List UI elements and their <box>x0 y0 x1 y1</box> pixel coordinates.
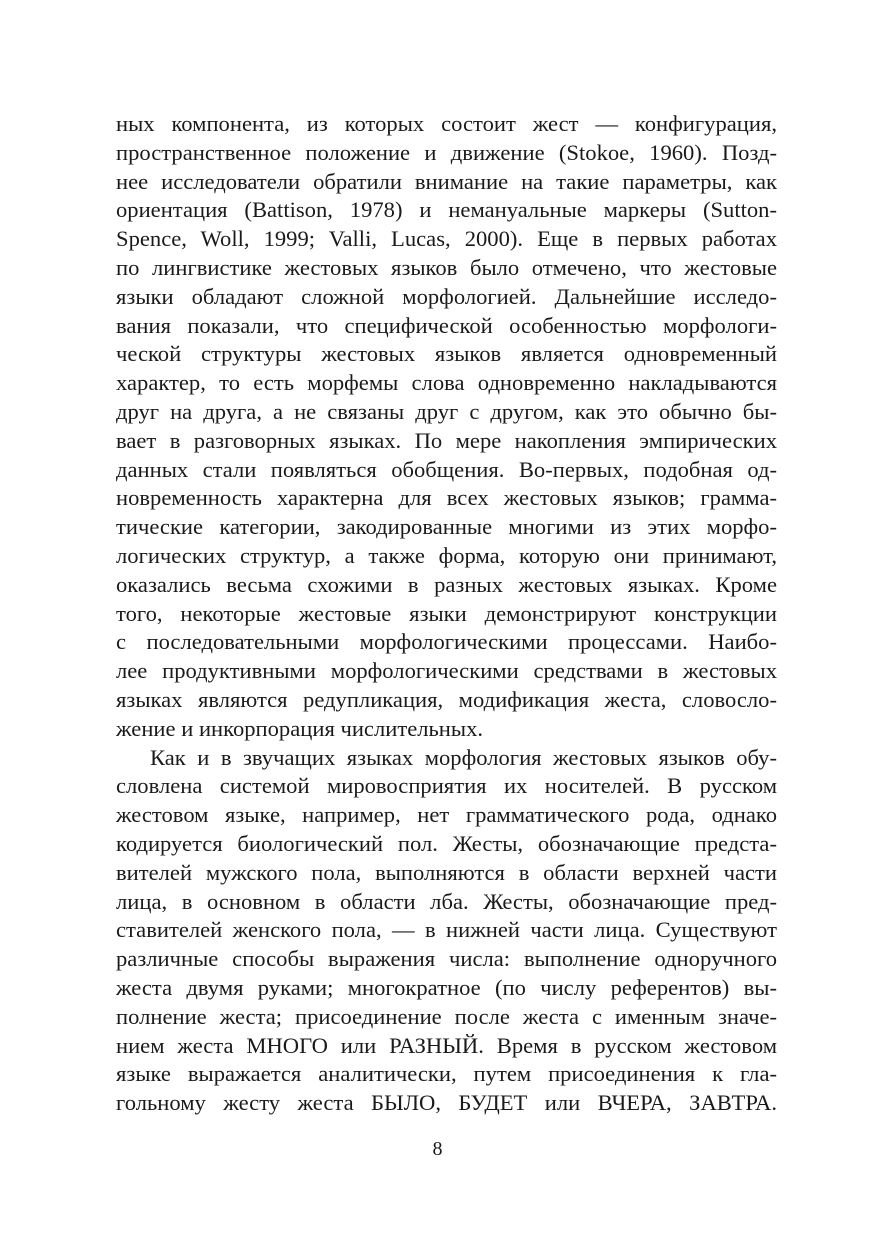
text-line: гольному жесту жеста БЫЛО, БУДЕТ или ВЧЕРА, ЗАВТРА. <box>116 1090 777 1116</box>
text-line: ориентация (Battison, 1978) и немануальные маркеры (Sutton- <box>116 197 777 223</box>
text-line: с последовательными морфологическими процессами. Наибо- <box>116 629 777 655</box>
text-line: вает в разговорных языках. По мере накопления эмпирических <box>116 427 777 453</box>
text-line: жеста двумя руками; многократное (по числу референтов) вы- <box>116 974 777 1000</box>
text-line: новременность характерна для всех жестовых языков; грамма- <box>116 485 777 511</box>
text-line: различные способы выражения числа: выполнение одноручного <box>116 946 777 972</box>
text-line: лее продуктивными морфологическими средствами в жестовых <box>116 658 777 684</box>
text-line: полнение жеста; присоединение после жеста с именным значе- <box>116 1003 777 1029</box>
text-line: вания показали, что специфической особенностью морфологи- <box>116 312 777 338</box>
text-line: оказались весьма схожими в разных жестовых языках. Кроме <box>116 571 777 597</box>
text-line: жестовом языке, например, нет грамматического рода, однако <box>116 802 777 828</box>
text-line: пространственное положение и движение (Stokoe, 1960). Позд- <box>116 139 777 165</box>
text-line: языке выражается аналитически, путем присоединения к гла- <box>116 1061 777 1087</box>
text-line: нием жеста МНОГО или РАЗНЫЙ. Время в русском жестовом <box>116 1032 777 1058</box>
text-line: ставителей женского пола, — в нижней части лица. Существуют <box>116 917 777 943</box>
text-line: вителей мужского пола, выполняются в области верхней части <box>116 859 777 885</box>
text-line: ных компонента, из которых состоит жест — конфигурация, <box>116 111 777 136</box>
text-line: словлена системой мировосприятия их носителей. В русском <box>116 773 777 799</box>
page-number: 8 <box>432 1138 443 1160</box>
text-line: того, некоторые жестовые языки демонстрируют конструкции <box>116 600 777 626</box>
text-line: логических структур, а также форма, которую они принимают, <box>116 542 777 568</box>
paragraph-2 <box>116 744 777 1118</box>
text-line: ческой структуры жестовых языков является одновременный <box>116 341 777 367</box>
text-line: тические категории, закодированные многими из этих морфо- <box>116 514 777 540</box>
page-body <box>116 110 777 1118</box>
text-line: языки обладают сложной морфологией. Дальнейшие исследо- <box>116 283 777 309</box>
text-line: жение и инкорпорация числительных. <box>116 715 484 741</box>
text-line: лица, в основном в области лба. Жесты, обозначающие пред- <box>116 888 777 914</box>
text-line: характер, то есть морфемы слова одновременно накладываются <box>116 370 777 396</box>
text-line: нее исследователи обратили внимание на такие параметры, как <box>116 168 777 194</box>
text-line: Spence, Woll, 1999; Valli, Lucas, 2000). Еще в первых работах <box>116 226 777 252</box>
text-line: языках являются редупликация, модификация жеста, словосло- <box>116 686 777 712</box>
text-line: кодируется биологический пол. Жесты, обозначающие предста- <box>116 830 777 856</box>
text-line: по лингвистике жестовых языков было отмечено, что жестовые <box>116 254 777 280</box>
text-line: друг на друга, а не связаны друг с другом, как это обычно бы- <box>116 398 777 424</box>
paragraph-1 <box>116 110 777 744</box>
text-line: данных стали появляться обобщения. Во-первых, подобная од- <box>116 456 777 482</box>
text-line: Как и в звучащих языках морфология жестовых языков обу- <box>150 744 777 770</box>
